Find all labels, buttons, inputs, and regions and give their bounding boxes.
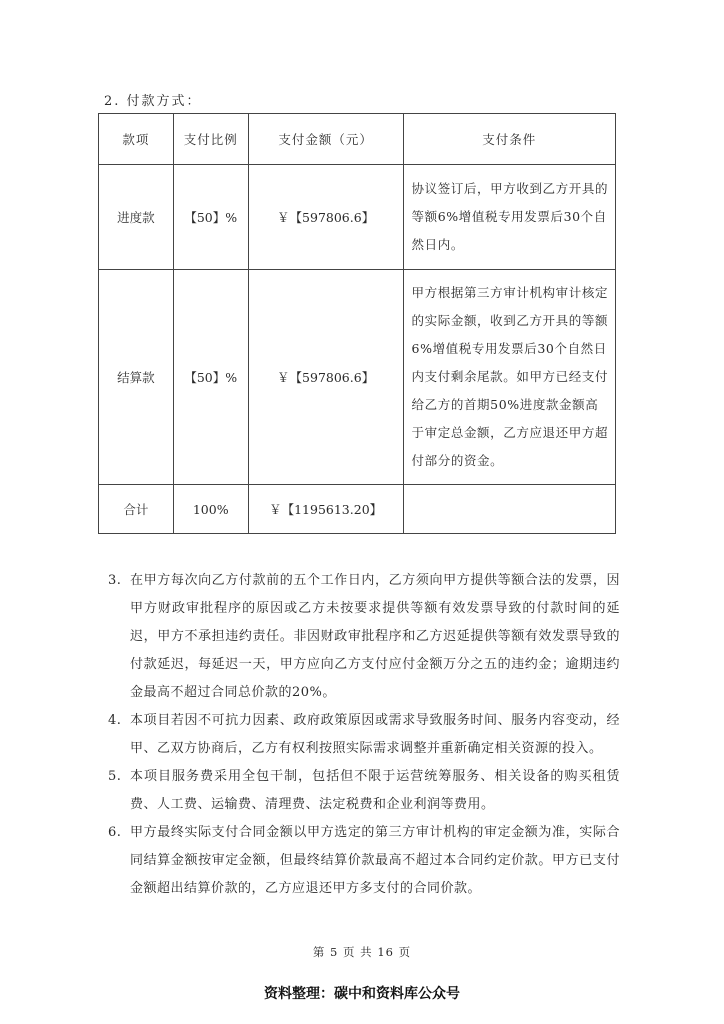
cell-item: 进度款 [99, 165, 174, 270]
cell-amount: ￥【1195613.20】 [248, 485, 403, 534]
cell-ratio: 【50】% [173, 165, 248, 270]
cell-condition: 甲方根据第三方审计机构审计核定的实际金额，收到乙方开具的等额6%增值税专用发票后30个自然日内支付剩余尾款。如甲方已经支付给乙方的首期50%进度款金额高于审定总金额，乙方应退还甲方超付部分的资金。 [403, 270, 615, 485]
clause-number: 6. [108, 825, 122, 840]
payment-table [98, 113, 616, 534]
page-number: 第 5 页 共 16 页 [312, 945, 412, 959]
clause-text: 本项目若因不可抗力因素、政府政策原因或需求导致服务时间、服务内容变动，经甲、乙双方协商后，乙方有权利按照实际需求调整并重新确定相关资源的投入。 [130, 713, 620, 756]
clause-item [108, 567, 620, 707]
clause-number: 3. [108, 573, 122, 588]
clause-item [108, 763, 620, 819]
clause-text: 甲方最终实际支付合同金额以甲方选定的第三方审计机构的审定金额为准，实际合同结算金额按审定金额，但最终结算价款最高不超过本合同约定价款。甲方已支付金额超出结算价款的，乙方应退还甲方多支付的合同价款。 [130, 825, 620, 896]
header-ratio: 支付比例 [173, 114, 248, 165]
cell-item: 结算款 [99, 270, 174, 485]
cell-ratio: 【50】% [173, 270, 248, 485]
cell-amount: ￥【597806.6】 [248, 165, 403, 270]
clause-item [108, 707, 620, 763]
table-row [99, 165, 616, 270]
clause-text: 本项目服务费采用全包干制，包括但不限于运营统筹服务、相关设备的购买租赁费、人工费、运输费、清理费、法定税费和企业利润等费用。 [130, 769, 620, 812]
cell-condition [403, 485, 615, 534]
cell-condition: 协议签订后，甲方收到乙方开具的等额6%增值税专用发票后30个自然日内。 [403, 165, 615, 270]
table-header-row [99, 114, 616, 165]
footer-note: 资料整理：碳中和资料库公众号 [264, 986, 460, 1002]
header-condition: 支付条件 [403, 114, 615, 165]
table-total-row [99, 485, 616, 534]
cell-amount: ￥【597806.6】 [248, 270, 403, 485]
section-heading: 2. 付款方式： [104, 94, 202, 109]
header-amount: 支付金额（元） [248, 114, 403, 165]
cell-item: 合计 [99, 485, 174, 534]
header-item: 款项 [99, 114, 174, 165]
clause-list [108, 567, 620, 903]
clause-text: 在甲方每次向乙方付款前的五个工作日内，乙方须向甲方提供等额合法的发票，因甲方财政审批程序的原因或乙方未按要求提供等额有效发票导致的付款时间的延迟，甲方不承担违约责任。非因财政审批程序和乙方迟延提供等额有效发票导致的付款延迟，每延迟一天，甲方应向乙方支付应付金额万分之五的违约金；逾期违约金最高不超过合同总价款的20%。 [130, 573, 620, 700]
cell-ratio: 100% [173, 485, 248, 534]
clause-item [108, 819, 620, 903]
table-row [99, 270, 616, 485]
clause-number: 5. [108, 769, 122, 784]
clause-number: 4. [108, 713, 122, 728]
